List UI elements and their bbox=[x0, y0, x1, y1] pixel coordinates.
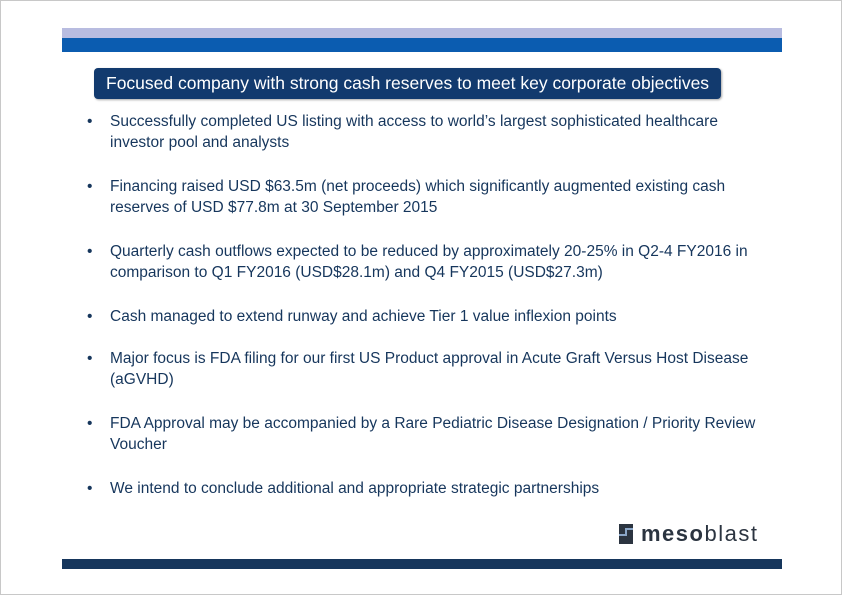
header-band-dark bbox=[62, 38, 782, 52]
bullet-text: FDA Approval may be accompanied by a Rare Pediatric Disease Designation / Priority Review Voucher bbox=[110, 415, 756, 453]
bullet-text: Cash managed to extend runway and achieve Tier 1 value inflexion points bbox=[110, 308, 617, 325]
bullet-text: Financing raised USD $63.5m (net proceeds) which significantly augmented existing cash reserves of USD $77.8m at 30 September 2015 bbox=[110, 178, 726, 216]
bullet-dot: • bbox=[87, 113, 93, 130]
bullet-text: Major focus is FDA filing for our first US Product approval in Acute Graft Versus Host Disease (aGVHD) bbox=[110, 350, 749, 388]
bullet-dot: • bbox=[87, 243, 93, 260]
bullet-text: We intend to conclude additional and appropriate strategic partnerships bbox=[110, 480, 600, 497]
bullet-dot: • bbox=[87, 480, 93, 497]
bullet-dot: • bbox=[87, 308, 93, 325]
footer-band bbox=[62, 559, 782, 569]
bullet-text: Quarterly cash outflows expected to be reduced by approximately 20-25% in Q2-4 FY2016 in comparison to Q1 FY2016 (USD$28.1m) and Q4 FY2015 (USD$27.3m) bbox=[110, 243, 748, 281]
logo-wordmark bbox=[641, 521, 758, 547]
bullet-text: Successfully completed US listing with access to world’s largest sophisticated healthcare investor pool and analysts bbox=[110, 113, 718, 151]
mesoblast-logo-icon bbox=[615, 522, 637, 546]
header-band-light bbox=[62, 28, 782, 38]
logo-wordmark-bold: meso bbox=[641, 521, 705, 546]
bullet-dot: • bbox=[87, 178, 93, 195]
logo-wordmark-light: blast bbox=[704, 521, 759, 546]
slide-title: Focused company with strong cash reserves to meet key corporate objectives bbox=[94, 68, 721, 99]
bullet-dot: • bbox=[87, 415, 93, 432]
bullet-dot: • bbox=[87, 350, 93, 367]
company-logo bbox=[615, 521, 758, 547]
